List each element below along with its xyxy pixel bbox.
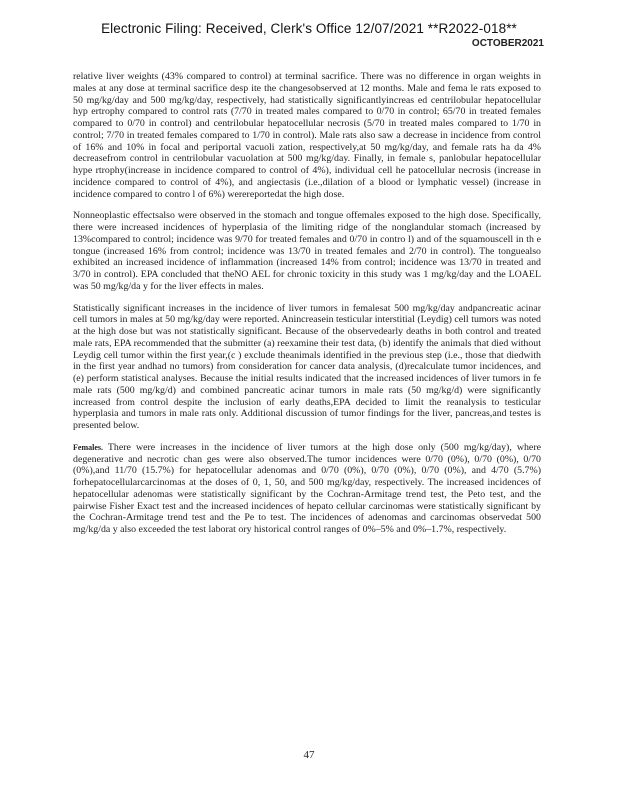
filing-stamp: Electronic Filing: Received, Clerk's Office 12/07/2021 **R2022-018**	[101, 21, 517, 36]
females-heading: Females.	[73, 442, 103, 452]
body-text	[73, 71, 541, 546]
paragraph-liver-weights: relative liver weights (43% compared to control) at terminal sacrifice. There was no difference in organ weights in males at any dose at terminal sacrifice desp ite the changesobserved at 12 months. Male and fema le rats exposed to 50 mg/kg/day and 500 mg/kg/day, respectively, had statistically significantlyincreas ed centrilobular hepatocellular hyp ertrophy compared to control rats (7/70 in treated males compared to 0/70 in control; 65/70 in treated females compared to 0/70 in control) and centrilobular hepatocellular necrosis (5/70 in treated males compared to 1/70 in control; 7/70 in treated females compared to 1/70 in control). Male rats also saw a decrease in incidence from control of 16% and 10% in focal and periportal vacuoli zation, respectively,at 50 mg/kg/day, and female rats ha da 4% decreasefrom control in centrilobular vacuolation at 500 mg/kg/day. Finally, in female s, panlobular hepatocellular hype rtrophy(increase in incidence compared to control of 4%), individual cell he patocellular necrosis (increase in incidence compared to control of 4%), and angiectasis (i.e.,dilation of a blood or lymphatic vessel) (increase in incidence compared to contro l of 6%) werereportedat the high dose.	[73, 71, 541, 200]
females-text: There were increases in the incidence of liver tumors at the high dose only (500 mg/kg/day), where degenerative and necrotic chan ges were also observed.The tumor incidences were 0/70 (0%), 0/70 (0%), 0/70 (0%),and 11/70 (15.7%) for hepatocellular adenomas and 0/70 (0%), 0/70 (0%), 0/70 (0%), and 4/70 (5.7%) forhepatocellularcarcinomas at the doses of 0, 1, 50, and 500 mg/kg/day, respectively. The increased incidences of hepatocellular adenomas were statistically significant by the Cochran-Armitage trend test, the Peto test, and the pairwise Fisher Exact test and the increased incidences of hepato cellular carcinomas were statistically significant by the Cochran-Armitage trend test and the Pe to test. The incidences of adenomas and carcinomas observedat 500 mg/kg/da y also exceeded the test laborat ory historical control ranges of 0%–5% and 0%–1.7%, respectively.	[73, 441, 541, 535]
paragraph-nonneoplastic: Nonneoplastic effectsalso were observed in the stomach and tongue offemales exposed to the high dose. Specifically, there were increased incidences of hyperplasia of the limiting ridge of the nonglandular stomach (increased by 13%compared to control; incidence was 9/70 for treated females and 0/70 in contro l) and of the squamouscell in th e tongue (increased 16% from control; incidence was 13/70 in treated females and 2/70 in control). The tonguealso exhibited an increased incidence of inflammation (increased 14% from control; incidence was 13/70 in treated and 3/70 in control). EPA concluded that theNO AEL for chronic toxicity in this study was 1 mg/kg/day and the LOAEL was 50 mg/kg/da y for the liver effects in males.	[73, 210, 541, 292]
page-number: 47	[303, 749, 315, 761]
header-date: OCTOBER2021	[471, 38, 544, 49]
paragraph-females	[73, 442, 541, 536]
paragraph-tumors: Statistically significant increases in the incidence of liver tumors in femalesat 500 mg/kg/day andpancreatic acinar cell tumors in males at 50 mg/kg/day were reported. Anincreasein testicular interstitial (Leydig) cell tumors was noted at the high dose but was not statistically significant. Because of the observedearly deaths in both control and treated male rats, EPA recommended that the submitter (a) reexamine their test data, (b) identify the animals that died without Leydig cell tumor within the first year,(c ) exclude theanimals identified in the previous step (i.e., those that diedwith in the first year andhad no tumors) from consideration for cancer data analysis, (d)recalculate tumor incidences, and (e) perform statistical analyses. Because the initial results indicated that the increased incidences of liver tumors in fe male rats (500 mg/kg/d) and combined pancreatic acinar tumors in male rats (50 mg/kg/d) were significantly increased from control despite the inclusion of early deaths,EPA decided to limit the reanalysis to testicular hyperplasia and tumors in male rats only. Additional discussion of tumor findings for the liver, pancreas,and testes is presented below.	[73, 302, 541, 431]
